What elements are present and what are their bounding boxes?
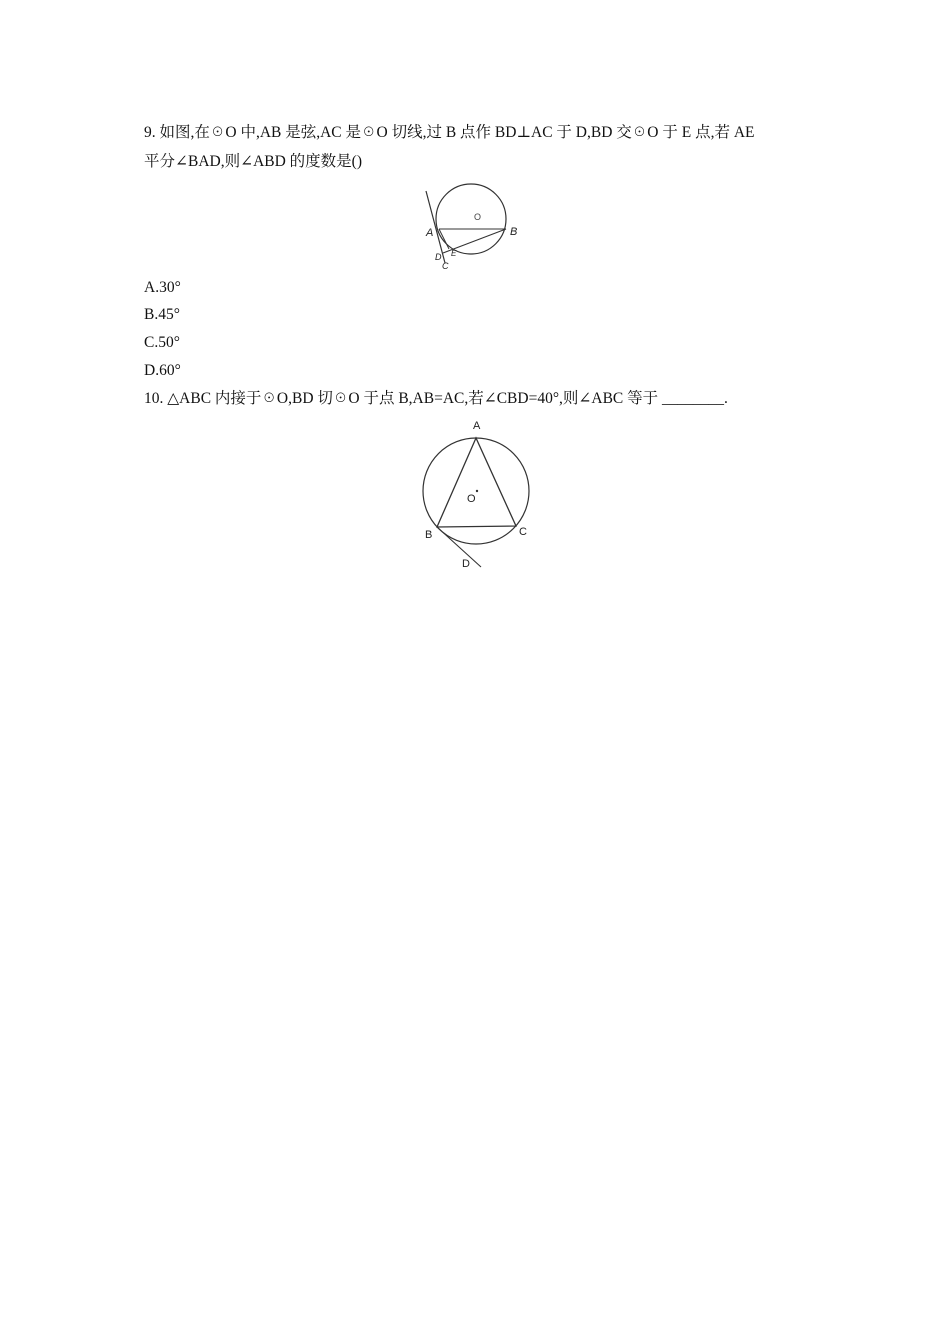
q10-text-line-1: 10. △ABC 内接于☉O,BD 切☉O 于点 B,AB=AC,若∠CBD=40°,则∠ABC 等于 ________. bbox=[144, 390, 728, 407]
q9-label-a: A bbox=[426, 227, 434, 239]
q10-label-b: B bbox=[425, 529, 433, 541]
q10-label-a: A bbox=[473, 420, 481, 432]
q10-label-o: O bbox=[467, 493, 476, 505]
q9-figure bbox=[418, 183, 528, 273]
q9-option-a: A.30° bbox=[144, 279, 181, 296]
q10-figure bbox=[415, 414, 540, 572]
q10-triangle-abc bbox=[437, 438, 516, 527]
q9-label-e: E bbox=[451, 249, 457, 258]
q10-label-d: D bbox=[462, 558, 470, 570]
q9-text-line-2: 平分∠BAD,则∠ABD 的度数是() bbox=[144, 153, 362, 170]
q9-text-line-1: 9. 如图,在☉O 中,AB 是弦,AC 是☉O 切线,过 B 点作 BD⊥AC 于 D,BD 交☉O 于 E 点,若 AE bbox=[144, 124, 755, 141]
q9-label-d: D bbox=[435, 252, 442, 262]
q10-label-c: C bbox=[519, 526, 527, 538]
q10-center-dot bbox=[476, 490, 478, 492]
q9-option-c: C.50° bbox=[144, 334, 180, 351]
q9-option-b: B.45° bbox=[144, 306, 180, 323]
q9-label-o: O bbox=[474, 212, 482, 222]
q9-label-b: B bbox=[510, 226, 518, 238]
q9-option-d: D.60° bbox=[144, 362, 181, 379]
q10-tangent-bd bbox=[437, 527, 481, 567]
q9-label-c: C bbox=[442, 261, 449, 271]
